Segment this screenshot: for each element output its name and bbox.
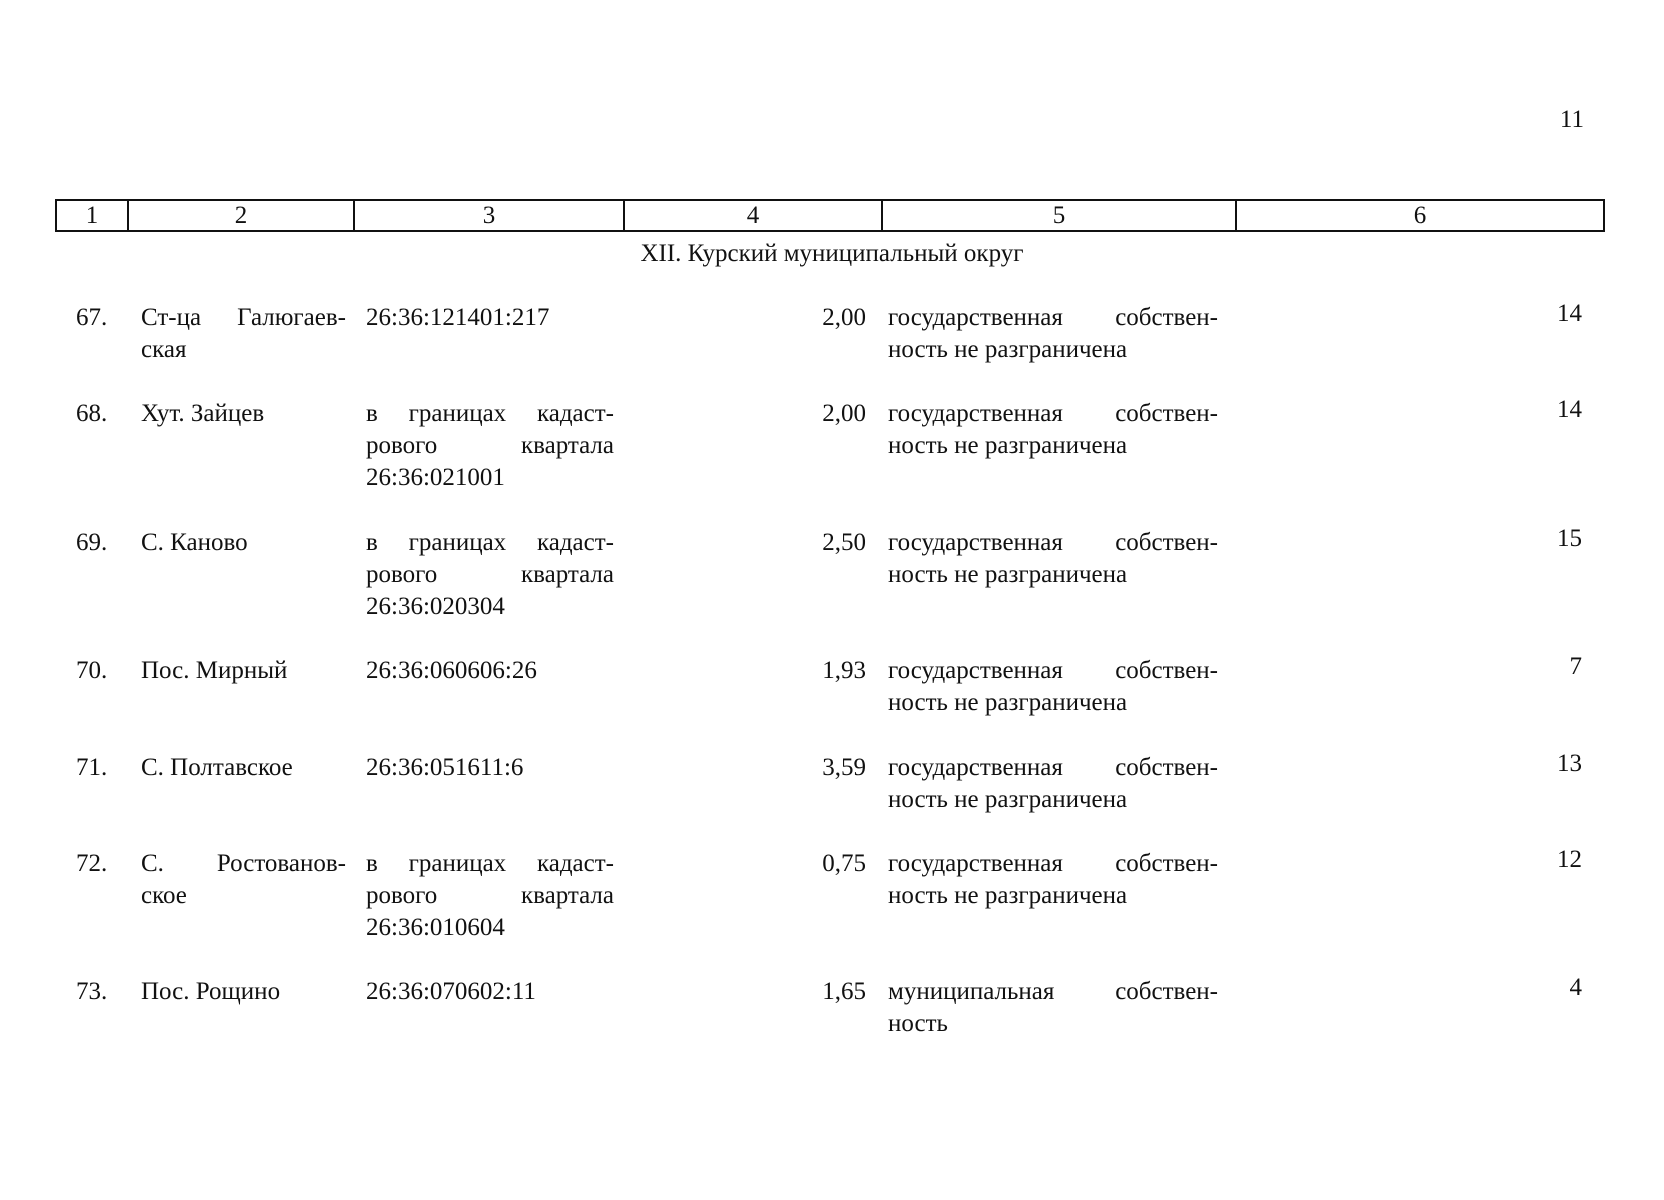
cadastral-number: 26:36:070602:11 <box>366 978 536 1005</box>
ownership-type: государственная собствен- ность не разграничена <box>888 850 1218 909</box>
area-value: 2,00 <box>822 304 866 331</box>
row-number: 73. <box>76 978 108 1005</box>
row-number: 67. <box>76 304 108 331</box>
area-value: 2,50 <box>822 529 866 556</box>
page-number: 11 <box>1559 106 1584 133</box>
column-6-value: 12 <box>1557 846 1582 873</box>
row-number: 71. <box>76 754 108 781</box>
settlement-name: С. Ростованов- ское <box>141 850 346 909</box>
area-value: 1,65 <box>822 978 866 1005</box>
ownership-type: государственная собствен- ность не разграничена <box>888 754 1218 813</box>
area-value: 2,00 <box>822 400 866 427</box>
row-number: 72. <box>76 850 108 877</box>
settlement-name: Пос. Рощино <box>141 978 281 1005</box>
ownership-type: государственная собствен- ность не разграничена <box>888 657 1218 716</box>
row-number: 70. <box>76 657 108 684</box>
header-col-1: 1 <box>56 200 128 231</box>
header-col-4: 4 <box>624 200 882 231</box>
row-number: 69. <box>76 529 108 556</box>
settlement-name: Ст-ца Галюгаев- ская <box>141 304 346 363</box>
cadastral-number: в границах кадаст- рового квартала 26:36:021001 <box>366 400 614 491</box>
area-value: 1,93 <box>822 657 866 684</box>
cadastral-number: 26:36:051611:6 <box>366 754 524 781</box>
ownership-type: государственная собствен- ность не разграничена <box>888 304 1218 363</box>
settlement-name: Пос. Мирный <box>141 657 288 684</box>
column-number-header <box>55 199 1605 232</box>
cadastral-number: в границах кадаст- рового квартала 26:36:010604 <box>366 850 614 941</box>
settlement-name: С. Полтавское <box>141 754 293 781</box>
column-6-value: 7 <box>1569 653 1582 680</box>
section-title: XII. Курский муниципальный округ <box>640 240 1024 267</box>
cadastral-number: 26:36:121401:217 <box>366 304 550 331</box>
cadastral-number: в границах кадаст- рового квартала 26:36:020304 <box>366 529 614 620</box>
header-col-6: 6 <box>1236 200 1604 231</box>
column-6-value: 4 <box>1569 974 1582 1001</box>
ownership-type: муниципальная собствен- ность <box>888 978 1218 1037</box>
settlement-name: Хут. Зайцев <box>141 400 265 427</box>
settlement-name: С. Каново <box>141 529 248 556</box>
header-col-3: 3 <box>354 200 624 231</box>
row-number: 68. <box>76 400 108 427</box>
area-value: 3,59 <box>822 754 866 781</box>
column-6-value: 13 <box>1557 750 1582 777</box>
column-6-value: 15 <box>1557 525 1582 552</box>
ownership-type: государственная собствен- ность не разграничена <box>888 400 1218 459</box>
ownership-type: государственная собствен- ность не разграничена <box>888 529 1218 588</box>
area-value: 0,75 <box>822 850 866 877</box>
header-col-2: 2 <box>128 200 354 231</box>
cadastral-number: 26:36:060606:26 <box>366 657 537 684</box>
column-6-value: 14 <box>1557 300 1582 327</box>
column-6-value: 14 <box>1557 396 1582 423</box>
header-col-5: 5 <box>882 200 1236 231</box>
